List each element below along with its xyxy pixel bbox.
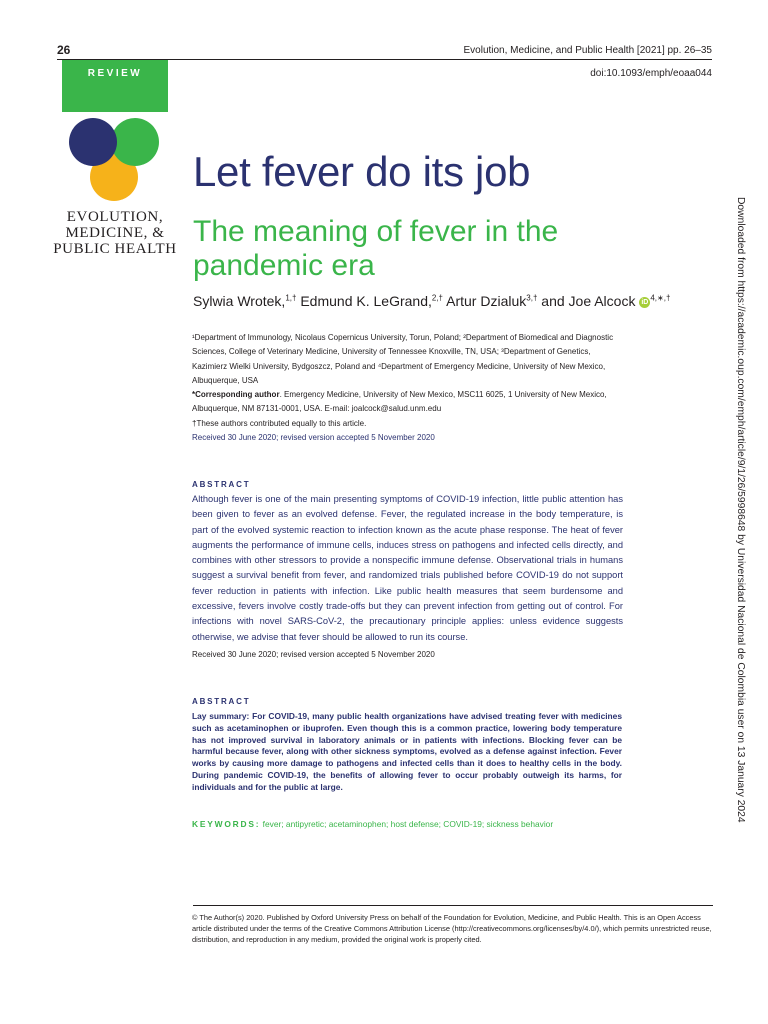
section-label: REVIEW — [87, 68, 143, 79]
license-notice: © The Author(s) 2020. Published by Oxford University Press on behalf of the Foundation for Evolution, Medicine, and Public Health. This is an Open Access article distributed under the terms of the Creative Commons Attribution License (http://creativecommons.org/licenses/by/4.0/), which permits unrestricted reuse, distribution, and reproduction in any medium, provided the original work is properly cited. — [192, 913, 712, 945]
author-name[interactable]: Sylwia Wrotek, — [193, 293, 286, 309]
corresponding-author-label: *Corresponding author — [192, 390, 280, 400]
article-title: Let fever do its job — [193, 148, 531, 195]
equal-contribution-note: †These authors contributed equally to this article. — [192, 418, 367, 428]
author-name[interactable]: Edmund K. LeGrand, — [300, 293, 432, 309]
orcid-icon[interactable]: iD — [641, 298, 649, 306]
abstract-heading: ABSTRACT — [192, 480, 251, 489]
journal-name-line: PUBLIC HEALTH — [53, 241, 177, 257]
author-name[interactable]: Artur Dzialuk — [446, 293, 527, 309]
lay-abstract-heading: ABSTRACT — [192, 697, 251, 706]
journal-logo-icon — [67, 117, 161, 201]
author-name[interactable]: and Joe Alcock — [541, 293, 636, 309]
article-subtitle: The meaning of fever in the pandemic era — [193, 215, 559, 282]
journal-name-line: EVOLUTION, — [66, 209, 164, 225]
author-affiliation-marker: 1,† — [285, 293, 297, 303]
affiliations-block — [192, 331, 622, 445]
author-list — [193, 293, 670, 309]
doi-link[interactable]: doi:10.1093/emph/eoaa044 — [590, 68, 712, 79]
affiliations: ¹Department of Immunology, Nicolaus Copernicus University, Torun, Poland; ²Department of Biomedical and Diagnostic Sciences, College of Veterinary Medicine, University of Tennessee Knoxville, TN, USA; ³Department of Genetics, Kazimierz Wielki University, Bydgoszcz, Poland and ⁴Department of Emergency Medicine, University of New Mexico, Albuquerque, USA — [192, 333, 614, 385]
author-affiliation-marker: 2,† — [431, 293, 443, 303]
download-watermark: Downloaded from https://academic.oup.com/emph/article/9/1/26/5998648 by Universidad Nacional de Colombia user on 13 January 2024 — [735, 197, 746, 823]
footer-rule — [193, 905, 713, 906]
keywords-list: fever; antipyretic; acetaminophen; host defense; COVID-19; sickness behavior — [262, 819, 554, 829]
author-affiliation-marker: 4,∗,† — [650, 293, 671, 303]
corresponding-author — [192, 388, 622, 417]
page-number: 26 — [57, 43, 71, 57]
journal-name — [50, 209, 180, 257]
author-affiliation-marker: 3,† — [526, 293, 538, 303]
keywords — [192, 819, 553, 829]
lay-summary-text: Lay summary: For COVID-19, many public health organizations have advised treating fever with medicines such as acetaminophen or ibuprofen. Even though this is a common practice, lowering body temperature has not improved survival in laboratory animals or in patients with infections. Blocking fever can be harmful because fever, along with other sickness symptoms, evolved as a defense against infection. Fever works by causing more damage to pathogens and infected cells than it does to healthy cells in the body. During pandemic COVID-19, the benefits of allowing fever to occur probably outweigh its harms, for individuals and for the public at large. — [192, 711, 622, 792]
journal-name-line: MEDICINE, & — [65, 225, 165, 241]
journal-reference: Evolution, Medicine, and Public Health [2021] pp. 26–35 — [463, 45, 712, 56]
keywords-label: KEYWORDS: — [192, 819, 261, 829]
corresponding-author-details: . Emergency Medicine, University of New Mexico, MSC11 6025, 1 University of New Mexico, Albuquerque, NM 87131-0001, USA. E-mail: joalcock@salud.unm.edu — [192, 390, 607, 414]
abstract-received-dates: Received 30 June 2020; revised version accepted 5 November 2020 — [192, 650, 435, 659]
abstract-text: Although fever is one of the main presenting symptoms of COVID-19 infection, little public attention has been given to fever as an evolved defense. Fever, the regulated increase in the body temperature, is part of the evolved systemic reaction to infection known as the acute phase response. The heat of fever augments the performance of immune cells, induces stress on pathogens and infected cells directly, and combines with other stressors to provide a nonspecific immune defense. Observational trials in humans suggest a survival benefit from fever, and randomized trials published before COVID-19 do not support fever reduction in patients with infection. Like public health measures that seem burdensome and excessive, fevers involve costly trade-offs but they can prevent infection from getting out of control. For infections with novel SARS-CoV-2, the precautionary principle applies: unless evidence suggests otherwise, we advise that fever should be allowed to run its course. — [192, 494, 623, 642]
received-dates: Received 30 June 2020; revised version accepted 5 November 2020 — [192, 433, 435, 443]
